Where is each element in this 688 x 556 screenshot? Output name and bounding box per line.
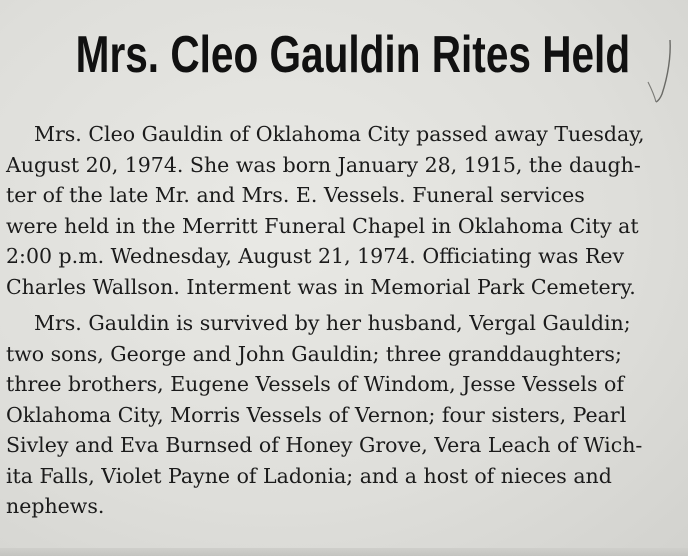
article-line: ita Falls, Violet Payne of Ladonia; and a host of nieces and: [6, 463, 612, 488]
article-line: 2:00 p.m. Wednesday, August 21, 1974. Officiating was Rev: [6, 244, 625, 268]
article-line: nephews.: [6, 494, 105, 518]
article-line: ter of the late Mr. and Mrs. E. Vessels. Funeral services: [6, 183, 585, 207]
article-line: two sons, George and John Gauldin; three granddaughters;: [6, 341, 622, 366]
article-line: three brothers, Eugene Vessels of Windom, Jesse Vessels of: [6, 372, 624, 396]
paragraph-survivors: [6, 308, 688, 522]
article-line: Charles Wallson. Interment was in Memorial Park Cemetery.: [6, 274, 636, 299]
article-line: were held in the Merritt Funeral Chapel in Oklahoma City at: [6, 213, 639, 238]
pencil-mark: [640, 36, 680, 106]
clipping-edge: [0, 548, 688, 556]
article-headline: Mrs. Cleo Gauldin Rites Held: [75, 26, 631, 84]
article-line: Sivley and Eva Burnsed of Honey Grove, Vera Leach of Wich-: [6, 433, 643, 457]
article-line: August 20, 1974. She was born January 28, 1915, the daugh-: [6, 152, 641, 177]
article-line: Oklahoma City, Morris Vessels of Vernon; four sisters, Pearl: [6, 402, 627, 427]
article-line: Mrs. Cleo Gauldin of Oklahoma City passed away Tuesday,: [34, 122, 645, 146]
paragraph-obituary: [6, 119, 688, 302]
article-body: [6, 119, 688, 522]
article-line: Mrs. Gauldin is survived by her husband, Vergal Gauldin;: [34, 311, 631, 335]
